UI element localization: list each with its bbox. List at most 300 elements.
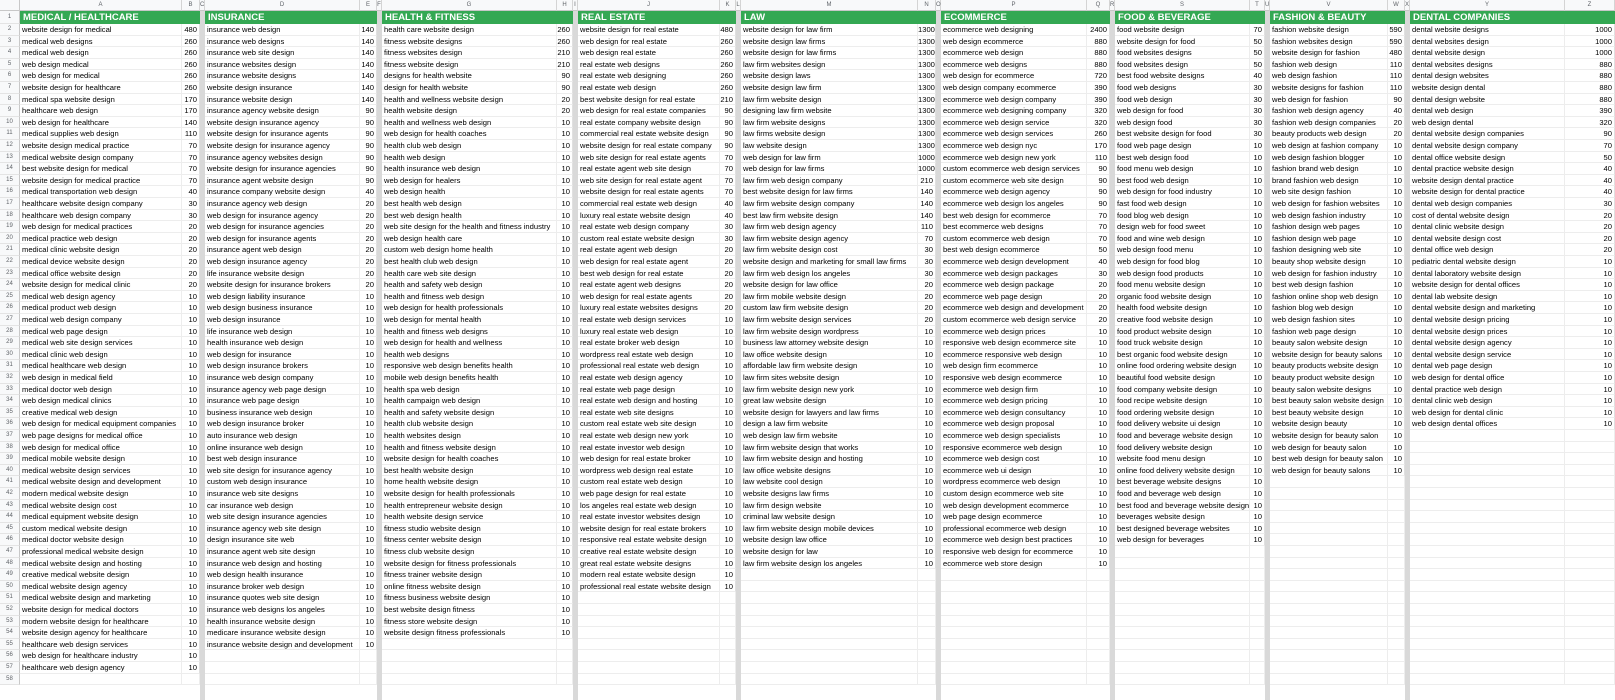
search-volume-cell[interactable]: 50 bbox=[1087, 244, 1110, 256]
keyword-cell[interactable]: responsive web design benefits health bbox=[382, 360, 557, 372]
empty-cell[interactable] bbox=[1270, 650, 1388, 662]
keyword-cell[interactable]: custom ecommerce web design service bbox=[941, 314, 1087, 326]
empty-cell[interactable] bbox=[1565, 558, 1615, 570]
search-volume-cell[interactable]: 10 bbox=[557, 210, 573, 222]
keyword-cell[interactable]: ecommerce web design development bbox=[941, 256, 1087, 268]
keyword-cell[interactable]: dental office web design bbox=[1410, 244, 1565, 256]
search-volume-cell[interactable]: 40 bbox=[1565, 175, 1615, 187]
keyword-cell[interactable]: law firm design website bbox=[741, 500, 918, 512]
keyword-cell[interactable]: law firm website design services bbox=[741, 314, 918, 326]
empty-cell[interactable] bbox=[1270, 639, 1388, 651]
empty-cell[interactable] bbox=[1250, 650, 1265, 662]
keyword-cell[interactable]: fitness center website design bbox=[382, 534, 557, 546]
search-volume-cell[interactable]: 10 bbox=[557, 395, 573, 407]
keyword-cell[interactable]: website designs law firms bbox=[741, 488, 918, 500]
search-volume-cell[interactable]: 10 bbox=[360, 291, 377, 303]
search-volume-cell[interactable]: 10 bbox=[557, 314, 573, 326]
search-volume-cell[interactable]: 10 bbox=[557, 302, 573, 314]
row-header[interactable]: 32 bbox=[0, 372, 20, 384]
search-volume-cell[interactable]: 880 bbox=[1565, 59, 1615, 71]
keyword-cell[interactable]: web design for real estate agents bbox=[578, 291, 720, 303]
keyword-cell[interactable]: fitness store website design bbox=[382, 616, 557, 628]
row-header[interactable]: 29 bbox=[0, 337, 20, 349]
column-header-H[interactable]: H bbox=[557, 0, 573, 11]
empty-cell[interactable] bbox=[1410, 453, 1565, 465]
column-header-Q[interactable]: Q bbox=[1087, 0, 1110, 11]
column-header-G[interactable]: G bbox=[382, 0, 557, 11]
search-volume-cell[interactable]: 40 bbox=[1565, 186, 1615, 198]
keyword-cell[interactable]: law firm website design wordpress bbox=[741, 326, 918, 338]
search-volume-cell[interactable]: 590 bbox=[1388, 24, 1405, 36]
empty-cell[interactable] bbox=[918, 662, 936, 674]
keyword-cell[interactable]: best web design for beauty salon bbox=[1270, 453, 1388, 465]
keyword-cell[interactable]: food ordering website design bbox=[1115, 407, 1250, 419]
empty-cell[interactable] bbox=[1270, 500, 1388, 512]
empty-cell[interactable] bbox=[941, 581, 1087, 593]
search-volume-cell[interactable]: 10 bbox=[720, 384, 736, 396]
empty-cell[interactable] bbox=[1388, 569, 1405, 581]
search-volume-cell[interactable]: 10 bbox=[1388, 233, 1405, 245]
row-header[interactable]: 11 bbox=[0, 128, 20, 140]
empty-cell[interactable] bbox=[1410, 546, 1565, 558]
search-volume-cell[interactable]: 210 bbox=[720, 94, 736, 106]
keyword-cell[interactable]: fitness business website design bbox=[382, 592, 557, 604]
keyword-cell[interactable]: best website design for law firms bbox=[741, 186, 918, 198]
keyword-cell[interactable]: responsive web design ecommerce bbox=[941, 372, 1087, 384]
search-volume-cell[interactable]: 90 bbox=[1087, 198, 1110, 210]
search-volume-cell[interactable]: 20 bbox=[182, 256, 200, 268]
empty-cell[interactable] bbox=[918, 616, 936, 628]
keyword-cell[interactable]: web design medical bbox=[20, 59, 182, 71]
row-header[interactable]: 18 bbox=[0, 210, 20, 222]
search-volume-cell[interactable]: 390 bbox=[1565, 105, 1615, 117]
column-header-M[interactable]: M bbox=[741, 0, 918, 11]
empty-cell[interactable] bbox=[741, 569, 918, 581]
keyword-cell[interactable]: ecommerce web design pricing bbox=[941, 395, 1087, 407]
search-volume-cell[interactable]: 10 bbox=[360, 558, 377, 570]
keyword-cell[interactable]: web design for medical bbox=[20, 70, 182, 82]
search-volume-cell[interactable]: 10 bbox=[1388, 349, 1405, 361]
search-volume-cell[interactable]: 10 bbox=[557, 430, 573, 442]
keyword-cell[interactable]: website design for beauty salon bbox=[1270, 430, 1388, 442]
keyword-cell[interactable]: web design for food bbox=[1115, 105, 1250, 117]
search-volume-cell[interactable]: 20 bbox=[1087, 291, 1110, 303]
search-volume-cell[interactable]: 20 bbox=[720, 291, 736, 303]
search-volume-cell[interactable]: 140 bbox=[182, 117, 200, 129]
search-volume-cell[interactable]: 10 bbox=[557, 384, 573, 396]
keyword-cell[interactable]: web design for healers bbox=[382, 175, 557, 187]
empty-cell[interactable] bbox=[1410, 662, 1565, 674]
keyword-cell[interactable]: food web design bbox=[1115, 94, 1250, 106]
row-header[interactable]: 16 bbox=[0, 186, 20, 198]
keyword-cell[interactable]: insurance web design and hosting bbox=[205, 558, 360, 570]
row-header[interactable]: 48 bbox=[0, 558, 20, 570]
search-volume-cell[interactable]: 90 bbox=[720, 140, 736, 152]
keyword-cell[interactable]: health and fitness website design bbox=[382, 442, 557, 454]
keyword-cell[interactable]: luxury real estate web design bbox=[578, 326, 720, 338]
search-volume-cell[interactable]: 140 bbox=[918, 186, 936, 198]
row-header[interactable]: 6 bbox=[0, 70, 20, 82]
search-volume-cell[interactable]: 30 bbox=[1087, 268, 1110, 280]
empty-cell[interactable] bbox=[1388, 639, 1405, 651]
search-volume-cell[interactable]: 10 bbox=[557, 291, 573, 303]
keyword-cell[interactable]: medical website design and hosting bbox=[20, 558, 182, 570]
empty-cell[interactable] bbox=[1115, 616, 1250, 628]
keyword-cell[interactable]: web design fashion blogger bbox=[1270, 152, 1388, 164]
search-volume-cell[interactable]: 90 bbox=[1087, 163, 1110, 175]
row-header[interactable]: 24 bbox=[0, 279, 20, 291]
keyword-cell[interactable]: best health web design bbox=[382, 198, 557, 210]
empty-cell[interactable] bbox=[1565, 500, 1615, 512]
search-volume-cell[interactable]: 10 bbox=[1388, 140, 1405, 152]
keyword-cell[interactable]: online fitness website design bbox=[382, 581, 557, 593]
search-volume-cell[interactable]: 880 bbox=[1565, 82, 1615, 94]
search-volume-cell[interactable]: 10 bbox=[557, 500, 573, 512]
empty-cell[interactable] bbox=[557, 650, 573, 662]
search-volume-cell[interactable]: 90 bbox=[557, 70, 573, 82]
search-volume-cell[interactable]: 10 bbox=[1565, 291, 1615, 303]
search-volume-cell[interactable]: 10 bbox=[557, 349, 573, 361]
empty-cell[interactable] bbox=[1115, 592, 1250, 604]
column-header-S[interactable]: S bbox=[1115, 0, 1250, 11]
empty-cell[interactable] bbox=[1565, 592, 1615, 604]
empty-cell[interactable] bbox=[741, 662, 918, 674]
search-volume-cell[interactable]: 10 bbox=[1250, 372, 1265, 384]
search-volume-cell[interactable]: 10 bbox=[557, 511, 573, 523]
keyword-cell[interactable]: website design for medical doctors bbox=[20, 604, 182, 616]
keyword-cell[interactable]: responsive web design for ecommerce bbox=[941, 546, 1087, 558]
keyword-cell[interactable]: health club website design bbox=[382, 418, 557, 430]
keyword-cell[interactable]: law website cool design bbox=[741, 476, 918, 488]
keyword-cell[interactable]: best food website designs bbox=[1115, 70, 1250, 82]
empty-cell[interactable] bbox=[578, 616, 720, 628]
search-volume-cell[interactable]: 10 bbox=[918, 326, 936, 338]
search-volume-cell[interactable]: 90 bbox=[557, 82, 573, 94]
keyword-cell[interactable]: medical spa website design bbox=[20, 94, 182, 106]
search-volume-cell[interactable]: 10 bbox=[557, 279, 573, 291]
empty-cell[interactable] bbox=[1250, 592, 1265, 604]
keyword-cell[interactable]: beauty product website design bbox=[1270, 372, 1388, 384]
keyword-cell[interactable]: website design for real estate bbox=[578, 24, 720, 36]
search-volume-cell[interactable]: 10 bbox=[720, 442, 736, 454]
keyword-cell[interactable]: modern website design for healthcare bbox=[20, 616, 182, 628]
empty-cell[interactable] bbox=[1565, 442, 1615, 454]
search-volume-cell[interactable]: 70 bbox=[182, 163, 200, 175]
keyword-cell[interactable]: ecommerce web design cost bbox=[941, 453, 1087, 465]
search-volume-cell[interactable]: 140 bbox=[360, 47, 377, 59]
empty-cell[interactable] bbox=[1388, 581, 1405, 593]
search-volume-cell[interactable]: 390 bbox=[1087, 82, 1110, 94]
search-volume-cell[interactable]: 10 bbox=[720, 360, 736, 372]
empty-cell[interactable] bbox=[578, 662, 720, 674]
keyword-cell[interactable]: ecommerce web design package bbox=[941, 279, 1087, 291]
search-volume-cell[interactable]: 10 bbox=[360, 302, 377, 314]
row-header[interactable]: 34 bbox=[0, 395, 20, 407]
empty-cell[interactable] bbox=[205, 674, 360, 686]
keyword-cell[interactable]: website design for real estate agents bbox=[578, 186, 720, 198]
row-header[interactable]: 28 bbox=[0, 326, 20, 338]
keyword-cell[interactable]: web design for medical office bbox=[20, 442, 182, 454]
search-volume-cell[interactable]: 90 bbox=[720, 105, 736, 117]
search-volume-cell[interactable]: 40 bbox=[720, 198, 736, 210]
search-volume-cell[interactable]: 20 bbox=[1565, 233, 1615, 245]
empty-cell[interactable] bbox=[918, 581, 936, 593]
search-volume-cell[interactable]: 10 bbox=[1388, 453, 1405, 465]
keyword-cell[interactable]: law firm website design new york bbox=[741, 384, 918, 396]
search-volume-cell[interactable]: 10 bbox=[1087, 395, 1110, 407]
row-header[interactable]: 7 bbox=[0, 82, 20, 94]
search-volume-cell[interactable]: 90 bbox=[1087, 186, 1110, 198]
empty-cell[interactable] bbox=[918, 674, 936, 686]
keyword-cell[interactable]: ecommerce web design packages bbox=[941, 268, 1087, 280]
search-volume-cell[interactable]: 10 bbox=[182, 476, 200, 488]
keyword-cell[interactable]: ecommerce web design firm bbox=[941, 384, 1087, 396]
keyword-cell[interactable]: custom real estate web design bbox=[578, 476, 720, 488]
keyword-cell[interactable]: health and safety website design bbox=[382, 407, 557, 419]
search-volume-cell[interactable]: 10 bbox=[1565, 314, 1615, 326]
keyword-cell[interactable]: ecommerce web design bbox=[941, 47, 1087, 59]
empty-cell[interactable] bbox=[1115, 639, 1250, 651]
keyword-cell[interactable]: food website design bbox=[1115, 24, 1250, 36]
empty-cell[interactable] bbox=[918, 592, 936, 604]
search-volume-cell[interactable]: 10 bbox=[720, 500, 736, 512]
keyword-cell[interactable]: healthcare web design bbox=[20, 105, 182, 117]
keyword-cell[interactable]: real estate agent web design bbox=[578, 244, 720, 256]
keyword-cell[interactable]: best web design health bbox=[382, 210, 557, 222]
column-header-J[interactable]: J bbox=[578, 0, 720, 11]
empty-cell[interactable] bbox=[1410, 650, 1565, 662]
search-volume-cell[interactable]: 10 bbox=[1250, 198, 1265, 210]
search-volume-cell[interactable]: 10 bbox=[918, 465, 936, 477]
search-volume-cell[interactable]: 10 bbox=[360, 476, 377, 488]
keyword-cell[interactable]: law firm website design and hosting bbox=[741, 453, 918, 465]
keyword-cell[interactable]: food delivery website design bbox=[1115, 442, 1250, 454]
search-volume-cell[interactable]: 260 bbox=[720, 59, 736, 71]
search-volume-cell[interactable]: 480 bbox=[720, 24, 736, 36]
keyword-cell[interactable]: web design dental bbox=[1410, 117, 1565, 129]
empty-cell[interactable] bbox=[941, 674, 1087, 686]
search-volume-cell[interactable]: 10 bbox=[360, 360, 377, 372]
keyword-cell[interactable]: dental websites design bbox=[1410, 36, 1565, 48]
search-volume-cell[interactable]: 10 bbox=[1388, 256, 1405, 268]
search-volume-cell[interactable]: 10 bbox=[182, 534, 200, 546]
search-volume-cell[interactable]: 10 bbox=[720, 430, 736, 442]
search-volume-cell[interactable]: 140 bbox=[360, 70, 377, 82]
search-volume-cell[interactable]: 10 bbox=[1565, 384, 1615, 396]
keyword-cell[interactable]: website design for medical bbox=[20, 24, 182, 36]
keyword-cell[interactable]: modern medical website design bbox=[20, 488, 182, 500]
search-volume-cell[interactable]: 10 bbox=[360, 523, 377, 535]
empty-cell[interactable] bbox=[205, 662, 360, 674]
search-volume-cell[interactable]: 140 bbox=[360, 94, 377, 106]
keyword-cell[interactable]: insurance quotes web site design bbox=[205, 592, 360, 604]
search-volume-cell[interactable]: 10 bbox=[720, 337, 736, 349]
search-volume-cell[interactable]: 10 bbox=[557, 256, 573, 268]
keyword-cell[interactable]: designs for health website bbox=[382, 70, 557, 82]
keyword-cell[interactable]: insurance web page design bbox=[205, 395, 360, 407]
keyword-cell[interactable]: great real estate website designs bbox=[578, 558, 720, 570]
keyword-cell[interactable]: great law website design bbox=[741, 395, 918, 407]
keyword-cell[interactable]: medical website design company bbox=[20, 152, 182, 164]
keyword-cell[interactable]: law website design bbox=[741, 140, 918, 152]
keyword-cell[interactable]: law firm sites website design bbox=[741, 372, 918, 384]
keyword-cell[interactable]: web design for real estate companies bbox=[578, 105, 720, 117]
keyword-cell[interactable]: health insurance web design bbox=[382, 163, 557, 175]
search-volume-cell[interactable]: 260 bbox=[720, 36, 736, 48]
keyword-cell[interactable]: real estate broker web design bbox=[578, 337, 720, 349]
empty-cell[interactable] bbox=[1270, 604, 1388, 616]
search-volume-cell[interactable]: 10 bbox=[720, 523, 736, 535]
empty-cell[interactable] bbox=[1410, 674, 1565, 686]
keyword-cell[interactable]: insurance web designs los angeles bbox=[205, 604, 360, 616]
search-volume-cell[interactable]: 10 bbox=[557, 337, 573, 349]
keyword-cell[interactable]: dental website designs bbox=[1410, 24, 1565, 36]
search-volume-cell[interactable]: 30 bbox=[720, 221, 736, 233]
search-volume-cell[interactable]: 880 bbox=[1087, 47, 1110, 59]
keyword-cell[interactable]: website design for insurance brokers bbox=[205, 279, 360, 291]
keyword-cell[interactable]: medical doctor website design bbox=[20, 534, 182, 546]
empty-cell[interactable] bbox=[1388, 616, 1405, 628]
keyword-cell[interactable]: website design for real estate brokers bbox=[578, 523, 720, 535]
search-volume-cell[interactable]: 10 bbox=[1388, 291, 1405, 303]
search-volume-cell[interactable]: 10 bbox=[557, 163, 573, 175]
column-header-E[interactable]: E bbox=[360, 0, 377, 11]
keyword-cell[interactable]: web design fashion industry bbox=[1270, 210, 1388, 222]
row-header[interactable]: 51 bbox=[0, 592, 20, 604]
empty-cell[interactable] bbox=[1410, 639, 1565, 651]
section-header[interactable]: ECOMMERCE bbox=[941, 11, 1110, 24]
search-volume-cell[interactable]: 10 bbox=[182, 302, 200, 314]
keyword-cell[interactable]: health websites design bbox=[382, 430, 557, 442]
keyword-cell[interactable]: website design insurance agency bbox=[205, 117, 360, 129]
search-volume-cell[interactable]: 10 bbox=[1388, 221, 1405, 233]
search-volume-cell[interactable]: 10 bbox=[182, 326, 200, 338]
empty-cell[interactable] bbox=[1250, 581, 1265, 593]
search-volume-cell[interactable]: 10 bbox=[360, 384, 377, 396]
empty-cell[interactable] bbox=[1410, 476, 1565, 488]
empty-cell[interactable] bbox=[557, 662, 573, 674]
search-volume-cell[interactable]: 10 bbox=[557, 546, 573, 558]
search-volume-cell[interactable]: 110 bbox=[1388, 82, 1405, 94]
search-volume-cell[interactable]: 10 bbox=[1250, 476, 1265, 488]
search-volume-cell[interactable]: 480 bbox=[1388, 47, 1405, 59]
keyword-cell[interactable]: ecommerce web design prices bbox=[941, 326, 1087, 338]
keyword-cell[interactable]: web design for food industry bbox=[1115, 186, 1250, 198]
search-volume-cell[interactable]: 10 bbox=[182, 291, 200, 303]
search-volume-cell[interactable]: 140 bbox=[360, 82, 377, 94]
search-volume-cell[interactable]: 10 bbox=[918, 407, 936, 419]
search-volume-cell[interactable]: 320 bbox=[1087, 105, 1110, 117]
keyword-cell[interactable]: health campaign web design bbox=[382, 395, 557, 407]
empty-cell[interactable] bbox=[1270, 627, 1388, 639]
keyword-cell[interactable]: dental practice website design bbox=[1410, 163, 1565, 175]
search-volume-cell[interactable]: 10 bbox=[1087, 500, 1110, 512]
search-volume-cell[interactable]: 10 bbox=[360, 453, 377, 465]
search-volume-cell[interactable]: 1000 bbox=[1565, 47, 1615, 59]
column-header-B[interactable]: B bbox=[182, 0, 200, 11]
search-volume-cell[interactable]: 10 bbox=[1250, 534, 1265, 546]
keyword-cell[interactable]: health and wellness website design bbox=[382, 94, 557, 106]
search-volume-cell[interactable]: 20 bbox=[918, 302, 936, 314]
search-volume-cell[interactable]: 10 bbox=[1388, 430, 1405, 442]
keyword-cell[interactable]: ecommerce web design consultancy bbox=[941, 407, 1087, 419]
empty-cell[interactable] bbox=[1250, 604, 1265, 616]
keyword-cell[interactable]: best web design fashion bbox=[1270, 279, 1388, 291]
keyword-cell[interactable]: law firm website design company bbox=[741, 198, 918, 210]
keyword-cell[interactable]: luxury real estate websites designs bbox=[578, 302, 720, 314]
keyword-cell[interactable]: web design for dental office bbox=[1410, 372, 1565, 384]
search-volume-cell[interactable]: 10 bbox=[1250, 140, 1265, 152]
search-volume-cell[interactable]: 90 bbox=[1388, 94, 1405, 106]
keyword-cell[interactable]: food websites designs bbox=[1115, 47, 1250, 59]
keyword-cell[interactable]: fashion designing web site bbox=[1270, 244, 1388, 256]
section-header[interactable]: REAL ESTATE bbox=[578, 11, 736, 24]
row-header[interactable]: 15 bbox=[0, 175, 20, 187]
search-volume-cell[interactable]: 10 bbox=[1250, 511, 1265, 523]
keyword-cell[interactable]: website design for insurance agents bbox=[205, 128, 360, 140]
keyword-cell[interactable]: custom medical website design bbox=[20, 523, 182, 535]
keyword-cell[interactable]: insurance company website design bbox=[205, 186, 360, 198]
keyword-cell[interactable]: web design for medical practices bbox=[20, 221, 182, 233]
keyword-cell[interactable]: medical web design bbox=[20, 47, 182, 59]
keyword-cell[interactable]: dental website design and marketing bbox=[1410, 302, 1565, 314]
empty-cell[interactable] bbox=[1115, 546, 1250, 558]
keyword-cell[interactable]: medicare insurance website design bbox=[205, 627, 360, 639]
keyword-cell[interactable]: design for health website bbox=[382, 82, 557, 94]
keyword-cell[interactable]: ecommerce web design los angeles bbox=[941, 198, 1087, 210]
keyword-cell[interactable]: web design insurance broker bbox=[205, 418, 360, 430]
empty-cell[interactable] bbox=[1410, 581, 1565, 593]
keyword-cell[interactable]: website design laws bbox=[741, 70, 918, 82]
keyword-cell[interactable]: web design at fashion company bbox=[1270, 140, 1388, 152]
keyword-cell[interactable]: web design fashion bbox=[1270, 70, 1388, 82]
empty-cell[interactable] bbox=[1410, 488, 1565, 500]
keyword-cell[interactable]: website design for insurance agency bbox=[205, 140, 360, 152]
keyword-cell[interactable]: best health website design bbox=[382, 465, 557, 477]
keyword-cell[interactable]: real estate web design company bbox=[578, 221, 720, 233]
keyword-cell[interactable]: insurance website designs bbox=[205, 70, 360, 82]
keyword-cell[interactable]: food delivery website ui design bbox=[1115, 418, 1250, 430]
empty-cell[interactable] bbox=[1410, 616, 1565, 628]
search-volume-cell[interactable]: 10 bbox=[360, 418, 377, 430]
keyword-cell[interactable]: dental web design companies bbox=[1410, 198, 1565, 210]
keyword-cell[interactable]: best beauty website design bbox=[1270, 407, 1388, 419]
keyword-cell[interactable]: fashion web design bbox=[1270, 59, 1388, 71]
search-volume-cell[interactable]: 10 bbox=[182, 581, 200, 593]
search-volume-cell[interactable]: 10 bbox=[918, 337, 936, 349]
row-header[interactable]: 52 bbox=[0, 604, 20, 616]
keyword-cell[interactable]: medical web site design services bbox=[20, 337, 182, 349]
search-volume-cell[interactable]: 1000 bbox=[918, 164, 935, 174]
search-volume-cell[interactable]: 10 bbox=[557, 372, 573, 384]
search-volume-cell[interactable]: 50 bbox=[1250, 47, 1265, 59]
keyword-cell[interactable]: web design dental offices bbox=[1410, 418, 1565, 430]
empty-cell[interactable] bbox=[1410, 442, 1565, 454]
search-volume-cell[interactable]: 880 bbox=[1087, 59, 1110, 71]
row-header[interactable]: 44 bbox=[0, 511, 20, 523]
search-volume-cell[interactable]: 70 bbox=[720, 152, 736, 164]
keyword-cell[interactable]: law firm website design mobile devices bbox=[741, 523, 918, 535]
keyword-cell[interactable]: website design for health professionals bbox=[382, 488, 557, 500]
row-header[interactable]: 50 bbox=[0, 581, 20, 593]
column-header-W[interactable]: W bbox=[1388, 0, 1405, 11]
row-header[interactable]: 12 bbox=[0, 140, 20, 152]
search-volume-cell[interactable]: 10 bbox=[918, 523, 936, 535]
search-volume-cell[interactable]: 110 bbox=[182, 128, 200, 140]
section-header[interactable]: MEDICAL / HEALTHCARE bbox=[20, 11, 200, 24]
empty-cell[interactable] bbox=[918, 627, 936, 639]
keyword-cell[interactable]: los angeles real estate web design bbox=[578, 500, 720, 512]
